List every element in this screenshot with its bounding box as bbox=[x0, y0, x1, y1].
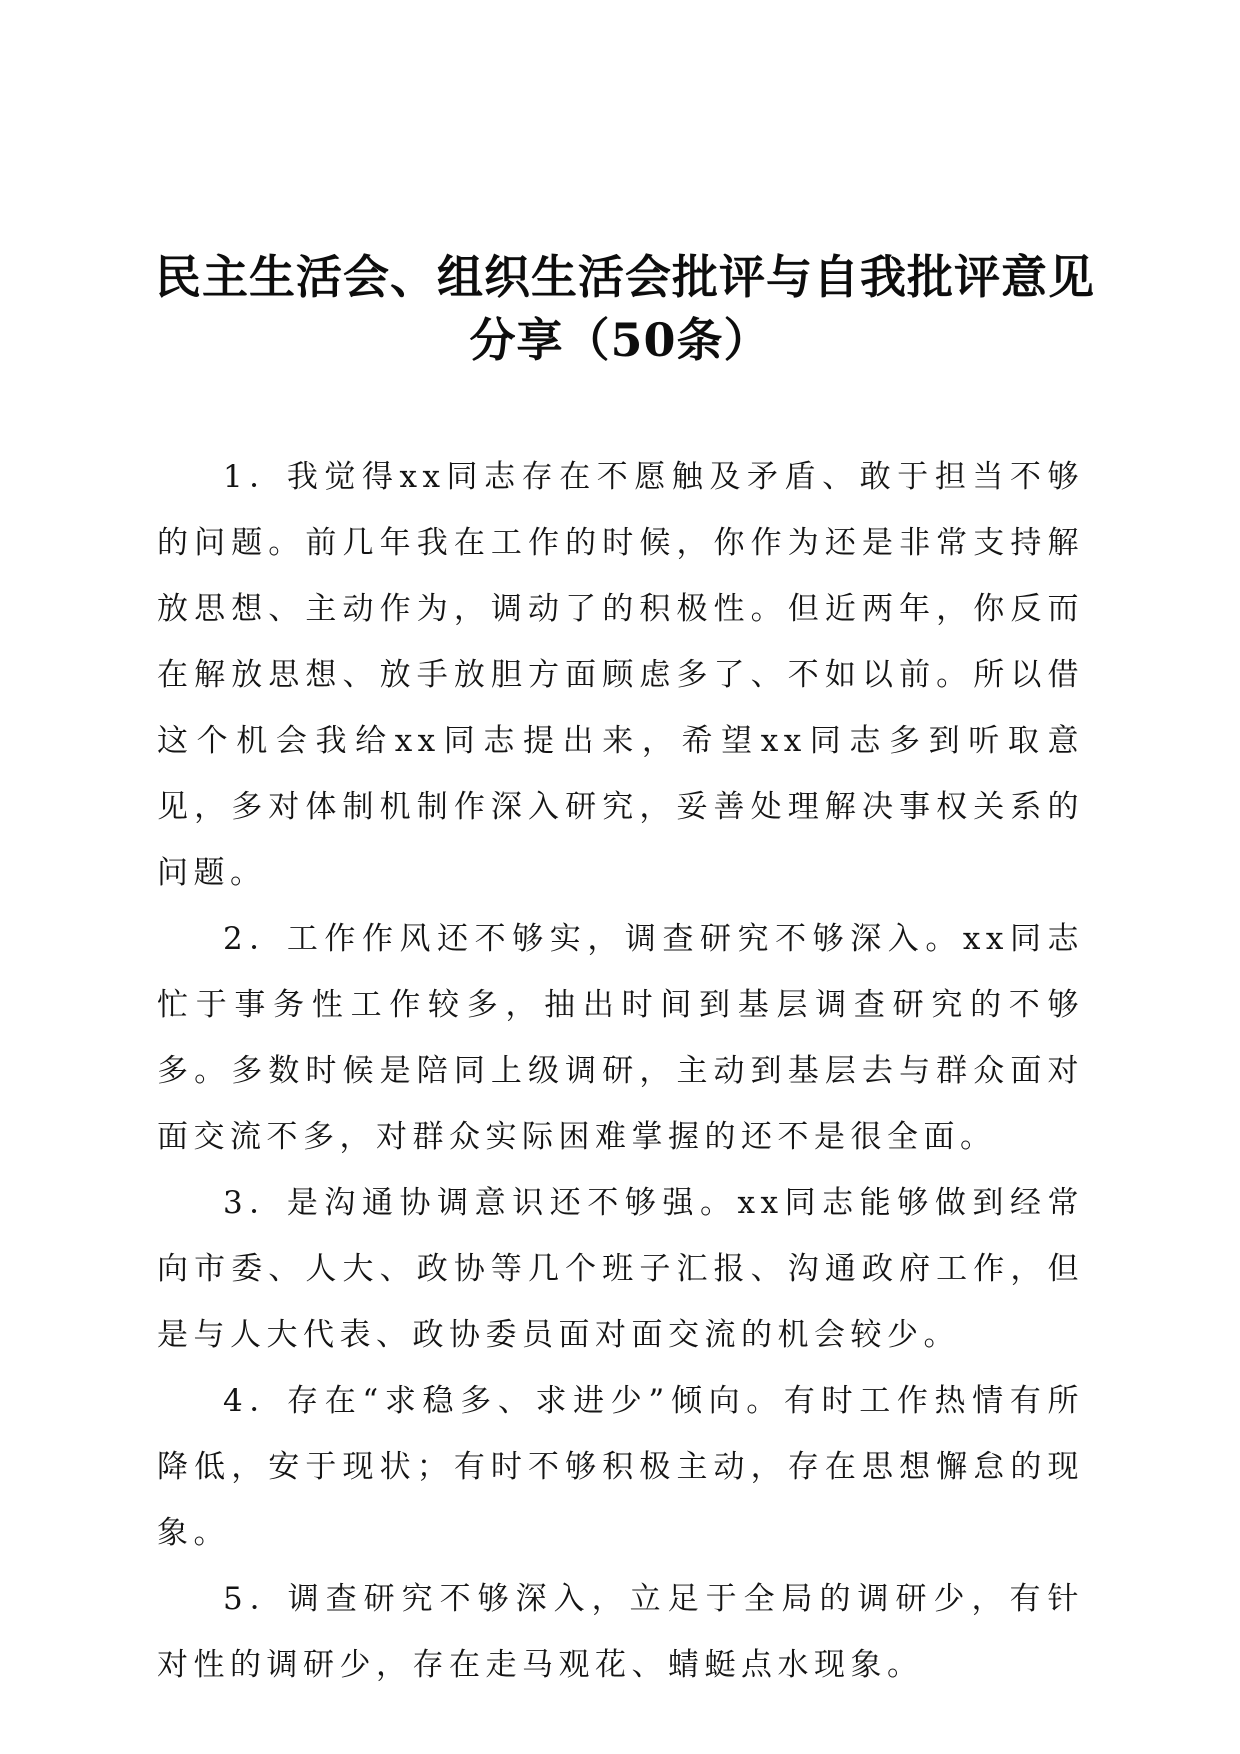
title-line-2: 分享（50条） bbox=[469, 313, 771, 367]
paragraph-5: 5．调查研究不够深入，立足于全局的调研少，有针对性的调研少，存在走马观花、蜻蜓点水现象。 bbox=[157, 1581, 1084, 1683]
document-body bbox=[157, 444, 1084, 1698]
paragraph-1: 1．我觉得xx同志存在不愿触及矛盾、敢于担当不够的问题。前几年我在工作的时候，你作为还是非常支持解放思想、主动作为，调动了的积极性。但近两年，你反而在解放思想、放手放胆方面顾虑多了、不如以前。所以借这个机会我给xx同志提出来，希望xx同志多到听取意见，多对体制机制作深入研究，妥善处理解决事权关系的问题。 bbox=[157, 459, 1084, 891]
title-line-1: 民主生活会、组织生活会批评与自我批评意见 bbox=[155, 250, 1095, 304]
paragraph-2: 2．工作作风还不够实，调查研究不够深入。xx同志忙于事务性工作较多，抽出时间到基层调查研究的不够多。多数时候是陪同上级调研，主动到基层去与群众面对面交流不多，对群众实际困难掌握的还不是很全面。 bbox=[157, 921, 1084, 1155]
paragraph-4: 4．存在“求稳多、求进少”倾向。有时工作热情有所降低，安于现状；有时不够积极主动，存在思想懈怠的现象。 bbox=[157, 1383, 1084, 1551]
document-title bbox=[155, 246, 1095, 372]
paragraph-3: 3．是沟通协调意识还不够强。xx同志能够做到经常向市委、人大、政协等几个班子汇报、沟通政府工作，但是与人大代表、政协委员面对面交流的机会较少。 bbox=[157, 1185, 1084, 1353]
